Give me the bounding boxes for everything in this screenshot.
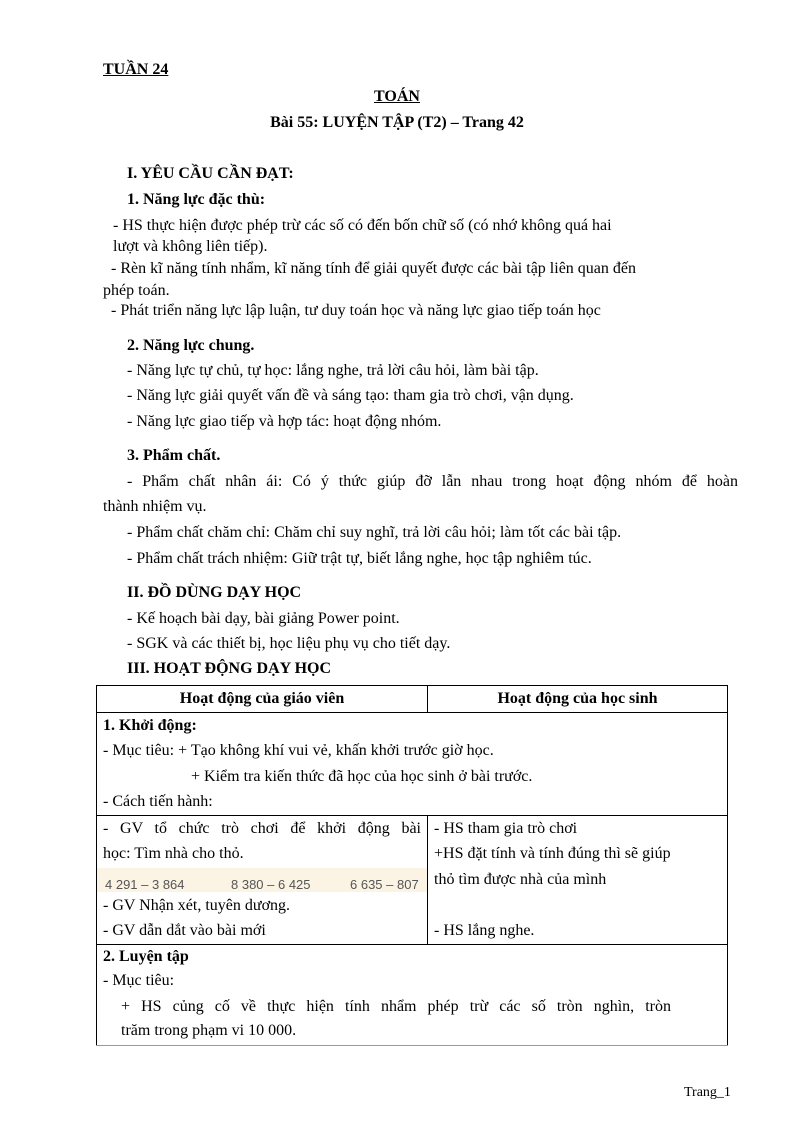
sub1-heading: 1. Năng lực đặc thù: (127, 191, 266, 208)
sub2-heading: 2. Năng lực chung. (127, 337, 255, 354)
part2-line: trăm trong phạm vi 10 000. (121, 1021, 297, 1039)
part1-goal-line: - Mục tiêu: + Tạo không khí vui vẻ, khấn khởi trước giờ học. (103, 742, 494, 759)
sub1-item: - HS thực hiện được phép trừ các số có đến bốn chữ số (có nhớ không quá hai (113, 217, 612, 234)
sub3-item: - Phẩm chất trách nhiệm: Giữ trật tự, biết lắng nghe, học tập nghiêm túc. (127, 550, 592, 567)
expression-2: 8 380 – 6 425 (231, 876, 311, 892)
sub1-item: phép toán. (103, 282, 170, 299)
part1-method-line: - Cách tiến hành: (103, 793, 213, 810)
sub1-item: - Phát triển năng lực lập luận, tư duy toán học và năng lực giao tiếp toán học (111, 302, 601, 319)
sub2-item: - Năng lực giải quyết vấn đề và sáng tạo: tham gia trò chơi, vận dụng. (127, 387, 574, 404)
sub1-item: lượt và không liên tiếp). (113, 238, 268, 255)
part2-heading: 2. Luyện tập (103, 947, 189, 965)
sub2-item: - Năng lực giao tiếp và hợp tác: hoạt động nhóm. (127, 413, 442, 430)
game-expressions-strip (97, 868, 427, 892)
part1-intro-cell (97, 712, 728, 815)
col-header-student: Hoạt động của học sinh (428, 686, 728, 713)
section2-heading: II. ĐỒ DÙNG DẠY HỌC (127, 584, 302, 601)
page-number: Trang_1 (684, 1085, 731, 1100)
sub3-item: - Phẩm chất nhân ái: Có ý thức giúp đỡ lẫn nhau trong hoạt động nhóm để hoàn (127, 473, 738, 490)
student-line: - HS lắng nghe. (434, 921, 535, 939)
sub3-item: - Phẩm chất chăm chỉ: Chăm chỉ suy nghĩ, trả lời câu hỏi; làm tốt các bài tập. (127, 524, 622, 541)
student-line: +HS đặt tính và tính đúng thì sẽ giúp (434, 845, 671, 862)
sub3-item: thành nhiệm vụ. (103, 498, 207, 515)
teacher-line: - GV Nhận xét, tuyên dương. (103, 896, 291, 914)
teacher-line: - GV dẫn dắt vào bài mới (103, 922, 266, 939)
part1-heading: 1. Khởi động: (103, 716, 197, 734)
expression-1: 4 291 – 3 864 (105, 876, 185, 892)
subject-title: TOÁN (374, 88, 420, 105)
part1-goal-line: + Kiểm tra kiến thức đã học của học sinh ở bài trước. (191, 767, 533, 785)
part1-teacher-cell (97, 815, 428, 944)
lesson-title: Bài 55: LUYỆN TẬP (T2) – Trang 42 (270, 114, 524, 131)
part2-cell (97, 944, 728, 1045)
part1-student-cell (428, 815, 728, 944)
activities-table (96, 685, 728, 1046)
section3-heading: III. HOẠT ĐỘNG DẠY HỌC (127, 660, 332, 677)
student-line: - HS tham gia trò chơi (434, 819, 578, 837)
sub1-item: - Rèn kĩ năng tính nhẩm, kĩ năng tính để giải quyết được các bài tập liên quan đến (111, 260, 636, 277)
week-label: TUẦN 24 (103, 61, 169, 78)
section1-heading: I. YÊU CẦU CẦN ĐẠT: (127, 165, 294, 182)
teacher-line: - GV tổ chức trò chơi để khởi động bài (103, 819, 421, 837)
section2-item: - Kế hoạch bài dạy, bài giảng Power point. (127, 610, 400, 627)
student-line: thỏ tìm được nhà của mình (434, 870, 607, 888)
part2-goal-label: - Mục tiêu: (103, 971, 175, 989)
sub3-heading: 3. Phẩm chất. (127, 447, 221, 464)
expression-3: 6 635 – 807 (350, 876, 419, 892)
col-header-teacher: Hoạt động của giáo viên (97, 686, 428, 713)
teacher-line: học: Tìm nhà cho thỏ. (103, 845, 244, 862)
sub2-item: - Năng lực tự chủ, tự học: lắng nghe, trả lời câu hỏi, làm bài tập. (127, 362, 539, 379)
part2-line: + HS củng cố về thực hiện tính nhẩm phép trừ các số tròn nghìn, tròn (121, 997, 671, 1015)
section2-item: - SGK và các thiết bị, học liệu phụ vụ cho tiết dạy. (127, 635, 451, 652)
